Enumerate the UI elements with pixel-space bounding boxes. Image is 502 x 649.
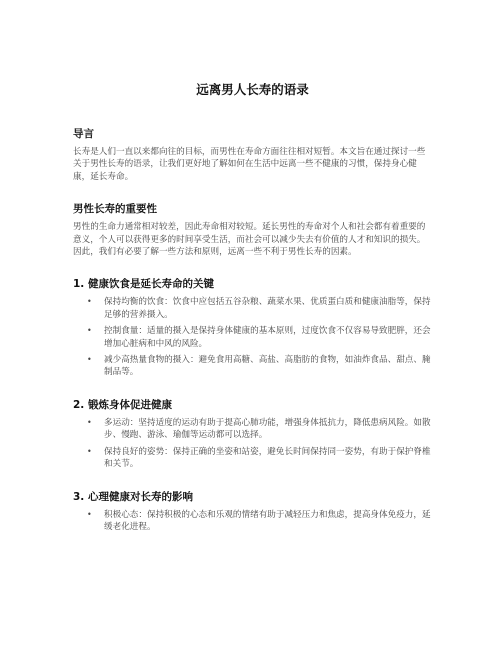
bullet-icon: •	[87, 297, 92, 307]
list-item-text: 保持良好的姿势：保持正确的坐姿和站姿，避免长时间保持同一姿势，有助于保护脊椎和关节。	[104, 446, 431, 470]
section-intro	[73, 127, 432, 183]
bullet-list	[73, 417, 432, 471]
bullet-icon: •	[87, 326, 92, 336]
bullet-icon: •	[87, 355, 92, 365]
section-heading: 导言	[73, 128, 94, 140]
list-item	[73, 325, 432, 350]
bullet-icon: •	[87, 446, 92, 456]
document-title: 远离男人长寿的语录	[196, 82, 309, 97]
section-mental-health	[73, 490, 432, 534]
list-item	[73, 296, 432, 321]
list-item	[73, 354, 432, 379]
list-item	[73, 446, 432, 471]
list-item-text: 控制食量：适量的摄入是保持身体健康的基本原则，过度饮食不仅容易导致肥胖，还会增加心脏病和中风的风险。	[104, 326, 431, 349]
section-diet	[73, 277, 432, 378]
section-heading: 男性长寿的重要性	[73, 203, 157, 216]
section-paragraph: 男性的生命力通常相对较差，因此寿命相对较短。延长男性的寿命对个人和社会都有着重要的意义，个人可以获得更多的时间享受生活，而社会可以减少失去有价值的人才和知识的损失。因此，我们有必要了解一些方法和原则，远离一些不利于男性长寿的因素。	[73, 222, 426, 258]
list-item	[73, 417, 432, 442]
section-importance	[73, 202, 432, 258]
bullet-icon: •	[87, 417, 92, 427]
section-exercise	[73, 398, 432, 471]
section-paragraph: 长寿是人们一直以来都向往的目标，而男性在寿命方面往往相对短暂。本文旨在通过探讨一些关于男性长寿的语录，让我们更好地了解如何在生活中远离一些不健康的习惯，保持身心健康，延长寿命。	[73, 147, 426, 182]
bullet-icon: •	[87, 509, 92, 519]
section-heading: 1. 健康饮食是延长寿命的关键	[73, 278, 214, 291]
section-heading: 2. 锻炼身体促进健康	[73, 398, 172, 411]
bullet-list	[73, 509, 432, 534]
list-item	[73, 509, 432, 534]
list-item-text: 积极心态：保持积极的心态和乐观的情绪有助于减轻压力和焦虑，提高身体免疫力，延缓老化进程。	[104, 509, 431, 532]
bullet-list	[73, 296, 432, 378]
list-item-text: 多运动：坚持适度的运动有助于提高心肺功能，增强身体抵抗力，降低患病风险。如散步、慢跑、游泳、瑜伽等运动都可以选择。	[104, 417, 431, 441]
section-heading: 3. 心理健康对长寿的影响	[73, 490, 193, 503]
list-item-text: 减少高热量食物的摄入：避免食用高糖、高盐、高脂肪的食物，如油炸食品、甜点、腌制品等。	[104, 355, 431, 378]
list-item-text: 保持均衡的饮食：饮食中应包括五谷杂粮、蔬菜水果、优质蛋白质和健康油脂等，保持足够的营养摄入。	[104, 297, 431, 320]
